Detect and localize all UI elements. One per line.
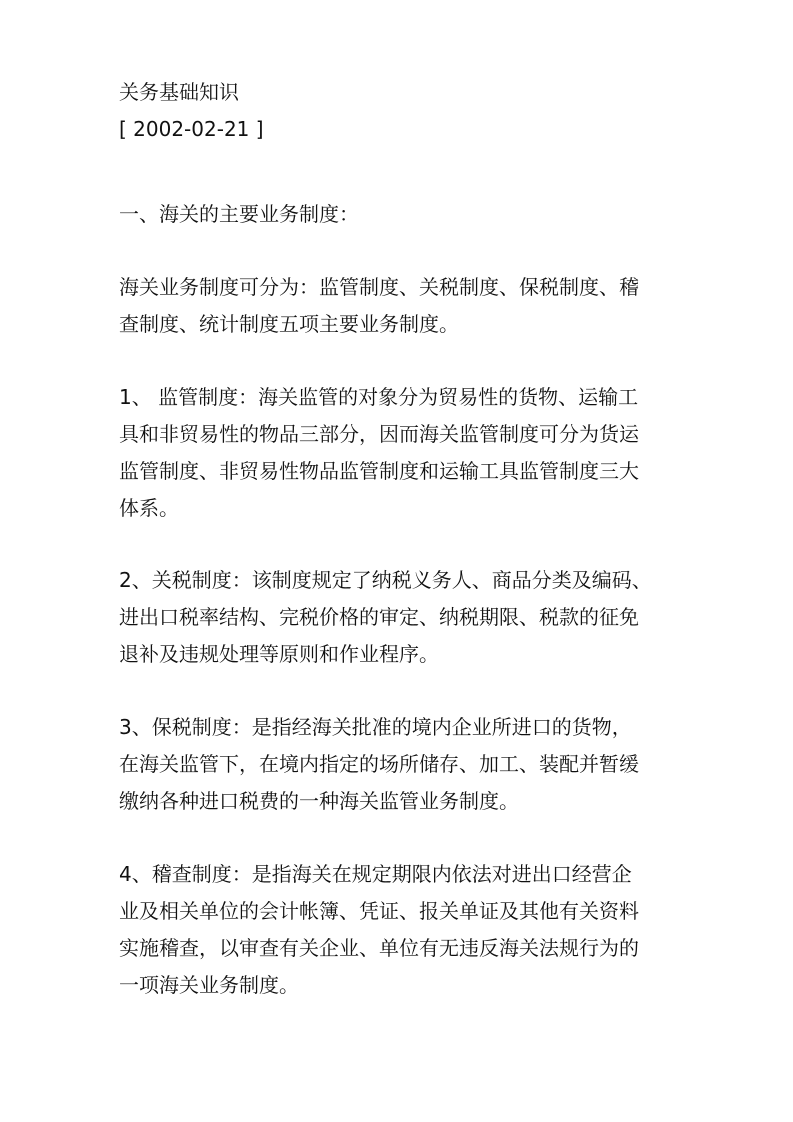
paragraph-line: 查制度、统计制度五项主要业务制度。 (119, 312, 459, 336)
paragraph-line: 3、保税制度：是指经海关批准的境内企业所进口的货物， (119, 715, 632, 739)
paragraph-line: 海关业务制度可分为：监管制度、关税制度、保税制度、稽 (119, 275, 639, 299)
paragraph-line: 具和非贸易性的物品三部分，因而海关监管制度可分为货运 (119, 422, 639, 446)
paragraph-line: 实施稽查，以审查有关企业、单位有无违反海关法规行为的 (119, 936, 639, 960)
document-title: 关务基础知识 (119, 80, 239, 104)
paragraph-line: 退补及违规处理等原则和作业程序。 (119, 642, 439, 666)
paragraph-line: 缴纳各种进口税费的一种海关监管业务制度。 (119, 789, 519, 813)
paragraph-line: 在海关监管下，在境内指定的场所储存、加工、装配并暂缓 (119, 752, 639, 776)
paragraph-line: 监管制度、非贸易性物品监管制度和运输工具监管制度三大 (119, 459, 639, 483)
paragraph-line: 1、 监管制度：海关监管的对象分为贸易性的货物、运输工 (119, 385, 639, 409)
paragraph-line: 2、关税制度：该制度规定了纳税义务人、商品分类及编码、 (119, 568, 652, 592)
section-heading: 一、海关的主要业务制度： (119, 202, 359, 226)
intro-paragraph (119, 269, 679, 343)
paragraph-line: 业及相关单位的会计帐簿、凭证、报关单证及其他有关资料 (119, 899, 639, 923)
paragraph-line: 体系。 (119, 496, 179, 520)
document-body (119, 74, 679, 1004)
document-date: [ 2002-02-21 ] (119, 117, 264, 141)
paragraph-line: 进出口税率结构、完税价格的审定、纳税期限、税款的征免 (119, 605, 639, 629)
item-monitoring (119, 379, 679, 527)
item-tariff (119, 562, 679, 673)
item-audit (119, 856, 679, 1004)
item-bonded (119, 709, 679, 820)
paragraph-line: 一项海关业务制度。 (119, 973, 299, 997)
paragraph-line: 4、稽查制度：是指海关在规定期限内依法对进出口经营企 (119, 862, 632, 886)
